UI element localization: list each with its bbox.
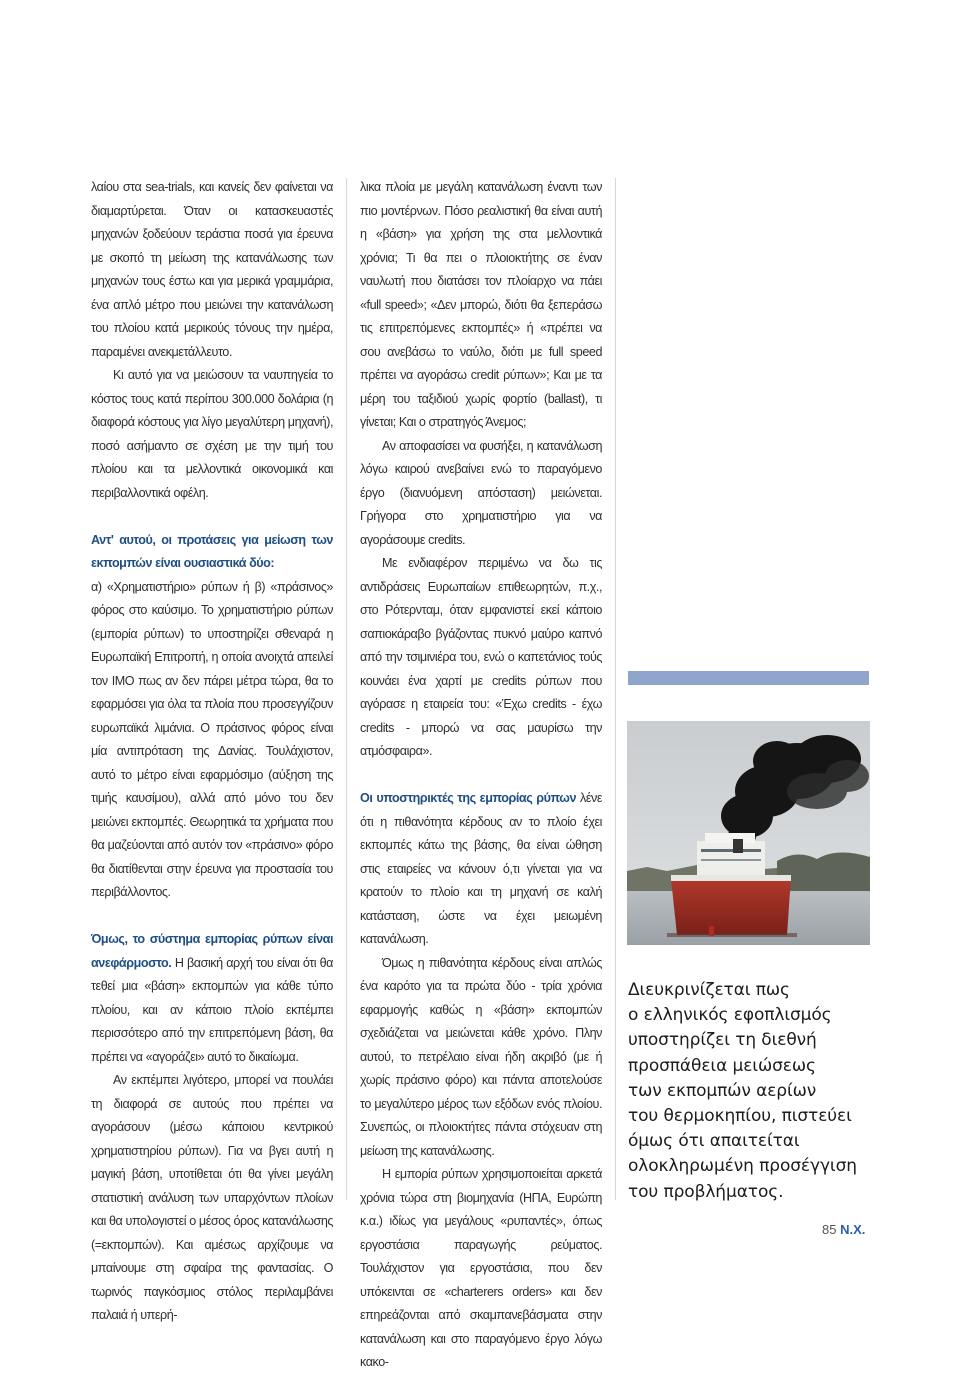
paragraph: Με ενδιαφέρον περιμένω να δω τις αντιδράσεις Ευρωπαίων επιθεωρητών, π.χ., στο Ρότερνταμ, όταν εμφανιστεί εκεί κάποιο σαπιοκάραβο βγάζοντας πυκνό μαύρο καπνό από την τσιμινιέρα του, ενώ ο καπετάνιος τούς κουνάει ένα χαρτί με credits ρύπων που αγόρασε η εταιρεία του: «Έχω credits - έχω credits - μπορώ να σας μαυρίσω την ατμόσφαιρα». <box>360 556 602 758</box>
caption-line: Διευκρινίζεται πως <box>628 980 790 1000</box>
page-number: 85 <box>822 1222 837 1237</box>
caption-line: προσπάθεια μειώσεως <box>628 1055 816 1076</box>
page-folio <box>822 1222 865 1237</box>
paragraph-text: λένε ότι η πιθανότητα κέρδους αν το πλοίο έχει εκπομπές κάτω της βάσης, θα είναι ώθηση στις εταιρείες να κάνουν ό,τι γίνεται για να κρατούν το πλοίο και τη μηχανή σε καλή κατάσταση, ώστε να έχει μειωμένη κατανάλωση. <box>360 791 603 946</box>
paragraph: Η εμπορία ρύπων χρησιμοποιείται αρκετά χρόνια τώρα στη βιομηχανία (ΗΠΑ, Ευρώπη κ.α.) ιδίως για μεγάλους «ρυπαντές», όπως εργοστάσια παραγωγής ρεύματος. Τουλάχιστον για εργοστάσια, που δεν υπόκεινται σε «charterers orders» και δεν επηρεάζονται από σκαμπανεβάσματα στην κατανάλωση και στο παραγόμενο έργο λόγω κακο- <box>360 1167 602 1369</box>
section-heading: Όμως, το σύστημα εμπορίας ρύπων είναι ανεφάρμοστο. <box>91 932 333 970</box>
paragraph: λικα πλοία με μεγάλη κατανάλωση έναντι των πιο μοντέρνων. Πόσο ρεαλιστική θα είναι αυτή η «βάση» για χρήση της στα μελλοντικά χρόνια; Τι θα πει ο πλοιοκτήτης σε έναν ναυλωτή που διατάσει τον πλοίαρχο να πάει «full speed»; «Δεν μπορώ, διότι θα ξεπεράσω τις επιτρεπόμενες εκπομπές» ή «πρέπει να σου ανεβάσω το ναύλο, διότι με full speed πρέπει να αγοράσω credit ρύπων»; Και με τα μέρη του ταξιδιού χωρίς φορτίο (ballast), τι γίνεται; Και ο στρατηγός Άνεμος; <box>360 180 602 429</box>
caption-line: υποστηρίζει τη διεθνή <box>628 1030 817 1051</box>
accent-bar <box>628 671 869 685</box>
caption-line: όμως ότι απαιτείται <box>628 1131 800 1152</box>
column-divider-right <box>615 178 616 1200</box>
magazine-brand: Ν.Χ. <box>840 1222 866 1237</box>
caption-line: ολοκληρωμένη προσέγγιση <box>628 1156 857 1177</box>
section-heading: Αντ' αυτού, οι προτάσεις για μείωση των εκπομπών είναι ουσιαστικά δύο: <box>91 532 333 570</box>
column-divider-left <box>346 178 347 1200</box>
paragraph <box>91 928 333 1069</box>
caption-line: του προβλήματος. <box>628 1181 784 1202</box>
paragraph <box>360 787 602 952</box>
article-column-2 <box>360 176 602 1375</box>
paragraph: Αν αποφασίσει να φυσήξει, η κατανάλωση λόγω καιρού ανεβαίνει ενώ το παραγόμενο έργο (διανυόμενη απόσταση) μειώνεται. Γρήγορα στο χρηματιστήριο για να αγοράσουμε credits. <box>360 438 602 547</box>
paragraph: Αν εκπέμπει λιγότερο, μπορεί να πουλάει τη διαφορά σε αυτούς που πρέπει να αγοράσουν (μέσω κάποιου κεντρικού χρηματιστηρίου ρύπων). Για να βγει αυτή η μαγική βάση, υποτίθεται ότι θα γίνει μεγάλη στατιστική ανάλυση των υπαρχόντων πλοίων και θα υπολογιστεί ο μέσος όρος κατανάλωσης (=εκπομπών). Και αμέσως αρχίζουμε να μπαίνουμε στη σφαίρα της φαντασίας. Ο τωρινός παγκόσμιος στόλος περιλαμβάνει παλαιά ή υπερή- <box>91 1073 333 1322</box>
caption-line: των εκπομπών αερίων <box>628 1080 817 1101</box>
article-column-1 <box>91 176 333 1328</box>
section-heading: Οι υποστηρικτές της εμπορίας ρύπων <box>360 791 577 805</box>
caption-line: ο ελληνικός εφοπλισμός <box>628 1005 832 1026</box>
paragraph: Κι αυτό για να μειώσουν τα ναυπηγεία το κόστος τους κατά περίπου 300.000 δολάρια (η διαφορά κόστους για λίγο μεγαλύτερη μηχανή), ποσό ασήμαντο σε σχέση με την τιμή του πλοίου και τα μελλοντικά οικονομικά και περιβαλλοντικά οφέλη. <box>91 368 333 500</box>
caption-line: του θερμοκηπίου, πιστεύει <box>628 1106 852 1127</box>
paragraph: α) «Χρηματιστήριο» ρύπων ή β) «πράσινος» φόρος στο καύσιμο. Το χρηματιστήριο ρύπων (εμπορία ρύπων) το υποστηρίζει σθεναρά η Ευρωπαϊκή Επιτροπή, η οποία ανοιχτά απειλεί τον ΙΜΟ πως αν δεν πάρει μέτρα τώρα, θα το εφαρμόσει για όλα τα πλοία που προσεγγίζουν ευρωπαϊκά λιμάνια. Ο πράσινος φόρος είναι μία αντιπρόταση της Δανίας. Τουλάχιστον, αυτό το μέτρο είναι εφαρμόσιμο (αύξηση της τιμής καυσίμου), αλλά από μόνο του δεν μειώνει εκπομπές. Θεωρητικά τα χρήματα που θα μαζεύονται από αυτόν τον «πράσινο» φόρο θα διατίθενται στην έρευνα για προστασία του περιβάλλοντος. <box>91 579 333 899</box>
paragraph: Όμως η πιθανότητα κέρδους είναι απλώς ένα καρότο για τα πρώτα δύο - τρία χρόνια εφαρμογής καθώς η «βάση» εκπομπών σχεδιάζεται να μειώνεται κάθε χρόνο. Πλην αυτού, το πετρέλαιο είναι ήδη ακριβό (με ή χωρίς πράσινο φόρο) και πάντα αποτελούσε το μεγαλύτερο μέρος των εξόδων ενός πλοίου. Συνεπώς, οι πλοιοκτήτες πάντα στόχευαν στη μείωση της κατανάλωσης. <box>360 955 602 1158</box>
pull-quote-caption <box>628 978 886 1205</box>
paragraph: λαίου στα sea-trials, και κανείς δεν φαίνεται να διαμαρτύρεται. Όταν οι κατασκευαστές μηχανών ξοδεύουν τεράστια ποσά για έρευνα με σκοπό τη μείωση της κατανάλωσης των μηχανών τους έστω και για μερικά γραμμάρια, ένα απλό μέτρο που μειώνει την κατανάλωση του πλοίου κατά μερικούς τόνους την ημέρα, παραμένει ανεκμετάλλευτο. <box>91 180 333 359</box>
paragraph-text: Η βασική αρχή του είναι ότι θα τεθεί μια «βάση» εκπομπών για κάθε τύπο πλοίου, και αν κάποιο πλοίο εκπέμπει περισσότερο από την επιτρεπόμενη βάση, θα πρέπει να «αγοράζει» αυτό το δικαίωμα. <box>91 955 333 1064</box>
ship-smoke-photo <box>627 721 870 945</box>
